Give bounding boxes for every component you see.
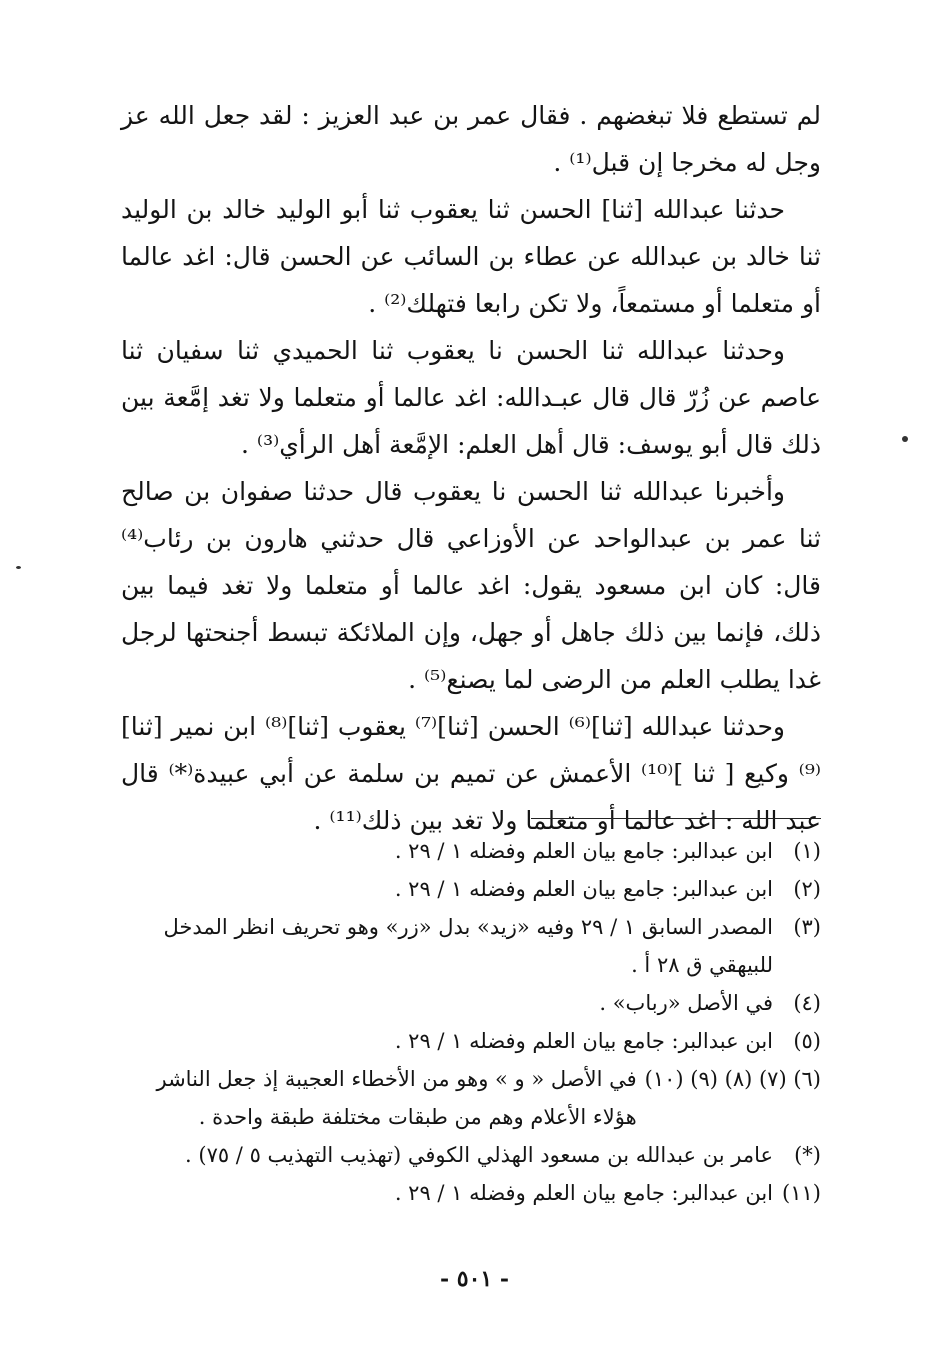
paragraph-5: وحدثنا عبدالله [ثنا]⁽⁶⁾ الحسن [ثنا]⁽⁷⁾ يعقوب [ثنا]⁽⁸⁾ ابن نمير [ثنا]⁽⁹⁾ وكيع [ ثنا ]⁽¹⁰⁾ الأعمش عن تميم بن سلمة عن أبي عبيدة⁽*⁾ قال عبد الله : اغد عالما أو متعلما ولا تغد بين ذلك⁽¹¹⁾ . (121, 712, 821, 835)
footnote-text: المصدر السابق ١ / ٢٩ وفيه «زيد» بدل «زر» وهو تحريف انظر المدخل للبيهقي ق ٢٨ أ . (163, 915, 773, 977)
footnote-number: (٢) (793, 877, 821, 901)
paragraph-3: وحدثنا عبدالله ثنا الحسن نا يعقوب ثنا الحميدي ثنا سفيان ثنا عاصم عن زُرّ قال قال عبـدالله: اغد عالما أو متعلما ولا تغد إمَّعة بين ذلك قال أبو يوسف: قال أهل العلم: الإمَّعة أهل الرأي⁽³⁾ . (121, 336, 821, 459)
footnote-number: (*) (794, 1143, 821, 1167)
footnote-number: (٤) (793, 991, 821, 1015)
paragraph-4: وأخبرنا عبدالله ثنا الحسن نا يعقوب قال حدثنا صفوان بن صالح ثنا عمر بن عبدالواحد عن الأوزاعي قال حدثني هارون بن رئاب⁽⁴⁾ قال: كان ابن مسعود يقول: اغد عالما أو متعلما ولا تغد فيما بين ذلك، فإنما بين ذلك جاهل أو جهل، وإن الملائكة تبسط أجنحتها لرجل غدا يطلب العلم من الرضى لما يصنع⁽⁵⁾ . (121, 477, 821, 694)
footnote-6-10 (121, 1060, 821, 1136)
footnote-text: ابن عبدالبر: جامع بيان العلم وفضله ١ / ٢٩ . (394, 1029, 773, 1053)
paragraph-2: حدثنا عبدالله [ثنا] الحسن ثنا يعقوب ثنا أبو الوليد خالد بن الوليد ثنا خالد بن عبدالله عن عطاء بن السائب عن الحسن قال: اغد عالما أو متعلما أو مستمعاً، ولا تكن رابعا فتهلك⁽²⁾ . (121, 195, 821, 318)
paragraph-1: لم تستطع فلا تبغضهم . فقال عمر بن عبد العزيز : لقد جعل الله عز وجل له مخرجا إن قبل⁽¹⁾ . (121, 101, 821, 177)
footnote-4 (121, 984, 821, 1022)
scan-speck (902, 436, 908, 442)
footnote-5 (121, 1022, 821, 1060)
footnote-text: ابن عبدالبر: جامع بيان العلم وفضله ١ / ٢٩ . (394, 1181, 773, 1205)
footnote-text: في الأصل «رباب» . (599, 991, 773, 1015)
footnote-text: ابن عبدالبر: جامع بيان العلم وفضله ١ / ٢٩ . (394, 877, 773, 901)
footnote-1 (121, 832, 821, 870)
main-text (121, 92, 821, 844)
footnote-number: (٦) (٧) (٨) (٩) (١٠) (644, 1067, 821, 1091)
footnote-number: (١) (793, 839, 821, 863)
footnote-2 (121, 870, 821, 908)
footnote-text: ابن عبدالبر: جامع بيان العلم وفضله ١ / ٢٩ . (394, 839, 773, 863)
footnote-star (121, 1136, 821, 1174)
footnote-text: في الأصل « و » وهو من الأخطاء العجيبة إذ جعل الناشر هؤلاء الأعلام وهم من طبقات مختلفة طبقة واحدة . (156, 1067, 637, 1129)
footnote-separator (531, 818, 821, 819)
footnote-number: (١١) (782, 1181, 821, 1205)
scan-speck (16, 566, 21, 569)
footnote-text: عامر بن عبدالله بن مسعود الهذلي الكوفي (تهذيب التهذيب ٥ / ٧٥) . (185, 1143, 773, 1167)
footnote-number: (٥) (793, 1029, 821, 1053)
footnote-3 (121, 908, 821, 984)
footnote-11 (121, 1174, 821, 1212)
footnote-number: (٣) (793, 915, 821, 939)
footnotes (121, 832, 821, 1212)
page-number: - ٥٠١ - (439, 1266, 510, 1292)
